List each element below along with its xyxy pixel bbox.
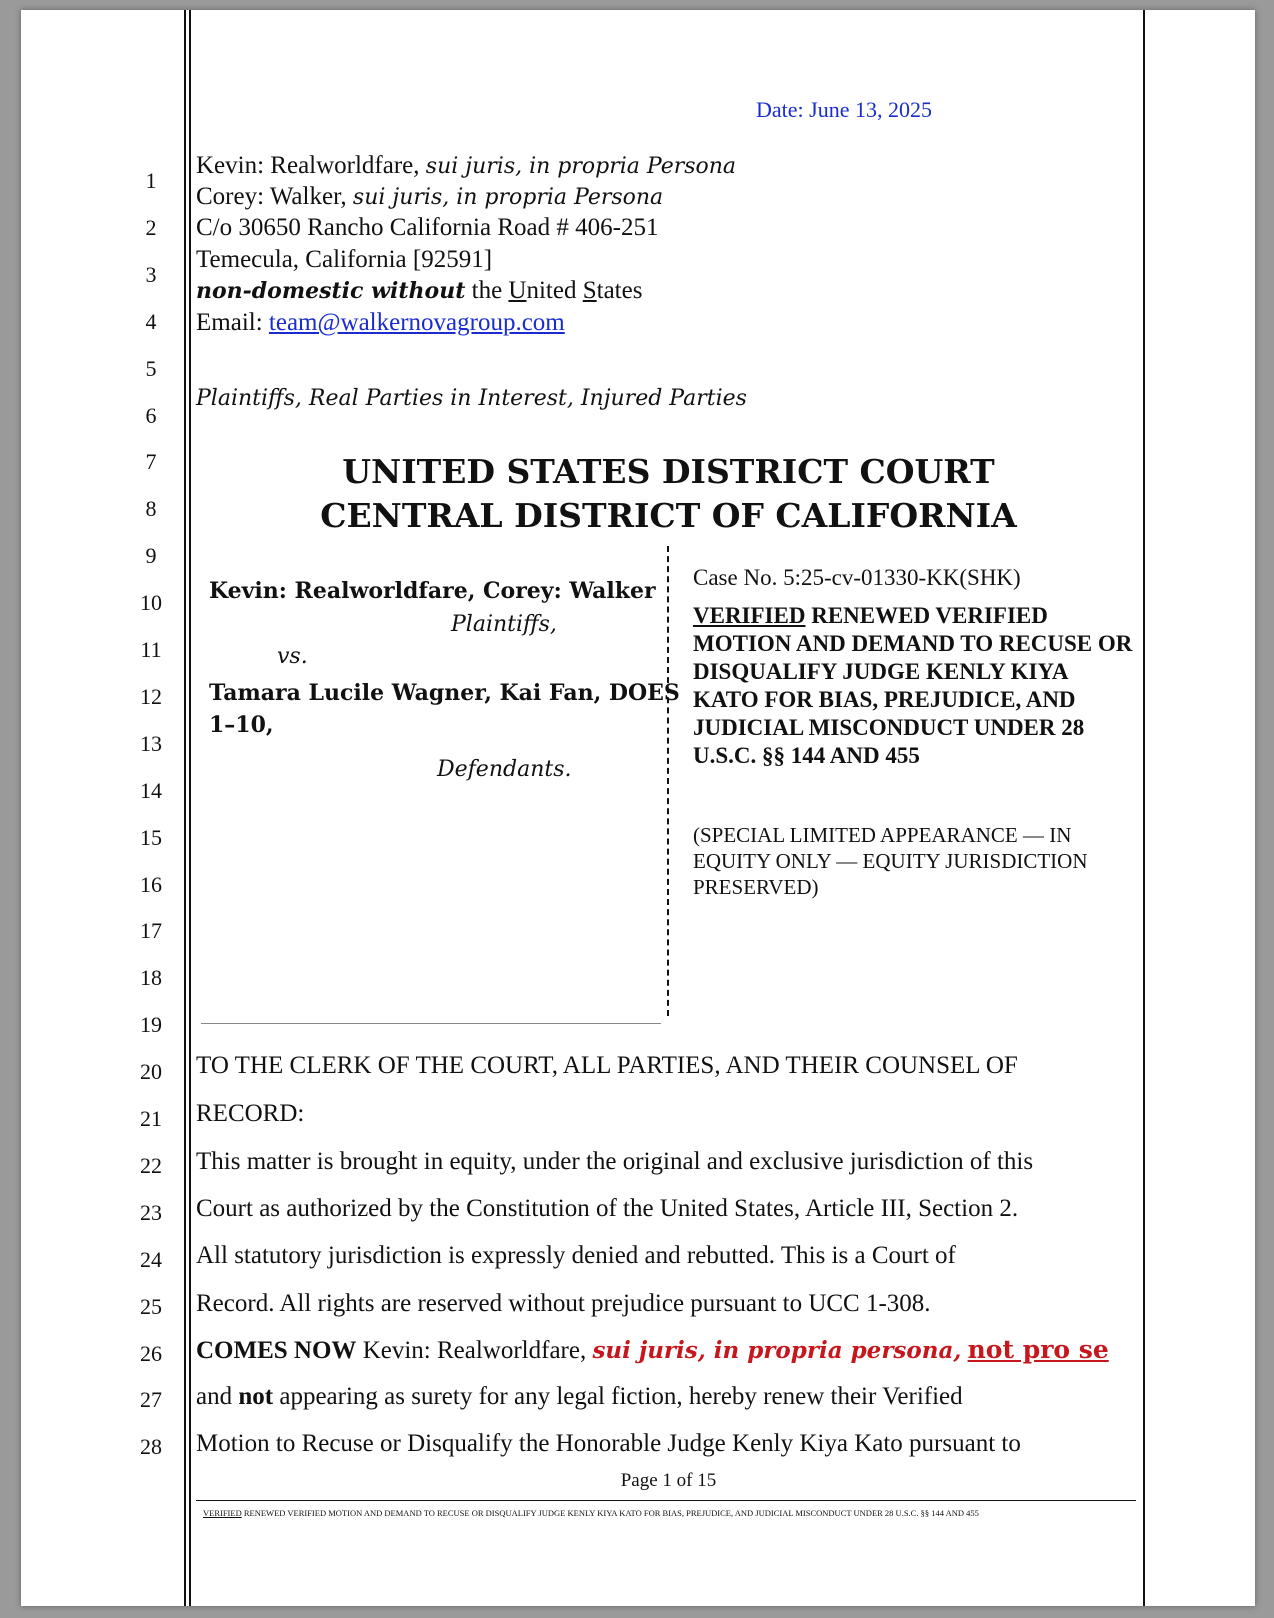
city-line: Temecula, California [92591] — [196, 246, 493, 273]
line-number: 16 — [140, 872, 162, 897]
line-number: 3 — [145, 262, 157, 287]
line-number: 1 — [145, 168, 157, 193]
email-link[interactable]: team@walkernovagroup.com — [268, 309, 565, 336]
line-number: 22 — [140, 1153, 162, 1178]
left-margin-rule-inner — [189, 10, 191, 1606]
line-number: 28 — [140, 1434, 162, 1459]
caption-divider — [667, 546, 671, 1016]
line-number: 2 — [145, 215, 157, 240]
line-number: 27 — [140, 1387, 162, 1412]
versus: vs. — [277, 644, 308, 669]
line-number: 18 — [140, 965, 162, 990]
address-line: C/o 30650 Rancho California Road # 406-251 — [196, 214, 659, 241]
defendants-names-cont: 1–10, — [209, 712, 274, 738]
body-line-20: TO THE CLERK OF THE COURT, ALL PARTIES, AND THEIR COUNSEL OF — [196, 1052, 1018, 1079]
body-line-22: This matter is brought in equity, under the original and exclusive jurisdiction of this — [196, 1148, 1034, 1175]
special-appearance: (SPECIAL LIMITED APPEARANCE — IN EQUITY ONLY — EQUITY JURISDICTION PRESERVED) — [693, 823, 1088, 899]
footer-rule — [196, 1500, 1136, 1501]
case-number: Case No. 5:25-cv-01330-KK(SHK) — [693, 565, 1021, 590]
line-number: 12 — [140, 684, 162, 709]
line-number: 26 — [140, 1341, 162, 1366]
line-number: 14 — [140, 778, 162, 803]
defendants-names: Tamara Lucile Wagner, Kai Fan, DOES — [209, 680, 680, 706]
non-domestic-line: non-domestic without the United States — [196, 277, 643, 304]
line-number: 24 — [140, 1247, 162, 1272]
line-number: 13 — [140, 731, 162, 756]
line-number: 6 — [145, 403, 157, 428]
line-number: 19 — [140, 1012, 162, 1037]
plaintiff-line-1: Kevin: Realworldfare, sui juris, in propria Persona — [196, 152, 737, 179]
body-line-26: COMES NOW Kevin: Realworldfare, sui juris, in propria persona, not pro se — [196, 1335, 1109, 1364]
body-line-24: All statutory jurisdiction is expressly denied and rebutted. This is a Court of — [196, 1242, 956, 1269]
body-line-25: Record. All rights are reserved without prejudice pursuant to UCC 1-308. — [196, 1290, 931, 1317]
line-number: 21 — [140, 1106, 162, 1131]
court-district: CENTRAL DISTRICT OF CALIFORNIA — [320, 496, 1017, 535]
line-number: 5 — [145, 356, 157, 381]
line-number: 7 — [145, 449, 157, 474]
right-margin-rule — [1143, 10, 1145, 1606]
line-number: 10 — [140, 590, 162, 615]
body-line-23: Court as authorized by the Constitution of the United States, Article III, Section 2. — [196, 1195, 1019, 1222]
line-number: 20 — [140, 1059, 162, 1084]
line-number: 11 — [140, 637, 162, 662]
line-number: 15 — [140, 825, 162, 850]
defendants-label: Defendants. — [437, 757, 572, 782]
body-line-27: and not appearing as surety for any legal fiction, hereby renew their Verified — [196, 1383, 963, 1410]
line-number: 8 — [145, 496, 157, 521]
plaintiffs-role-line: Plaintiffs, Real Parties in Interest, Injured Parties — [196, 386, 747, 411]
document-date: Date: June 13, 2025 — [756, 97, 932, 122]
page-number: Page 1 of 15 — [620, 1470, 717, 1491]
caption-bottom-rule — [201, 1023, 661, 1024]
left-margin-rule — [184, 10, 186, 1606]
motion-title: VERIFIED RENEWED VERIFIED MOTION AND DEMAND TO RECUSE OR DISQUALIFY JUDGE KENLY KIYA KATO FOR BIAS, PREJUDICE, AND JUDICIAL MISCONDUCT UNDER 28 U.S.C. §§ 144 AND 455 — [693, 603, 1133, 768]
line-number: 25 — [140, 1294, 162, 1319]
court-name: UNITED STATES DISTRICT COURT — [342, 452, 995, 491]
document-page — [21, 10, 1255, 1606]
line-number: 9 — [145, 543, 157, 568]
body-line-28: Motion to Recuse or Disqualify the Honorable Judge Kenly Kiya Kato pursuant to — [196, 1430, 1021, 1457]
body-line-21: RECORD: — [196, 1100, 305, 1127]
footer-title: VERIFIED RENEWED VERIFIED MOTION AND DEMAND TO RECUSE OR DISQUALIFY JUDGE KENLY KIYA KATO FOR BIAS, PREJUDICE, AND JUDICIAL MISCONDUCT UNDER 28 U.S.C. §§ 144 AND 455 — [203, 1508, 979, 1518]
line-number: 23 — [140, 1200, 162, 1225]
plaintiffs-label: Plaintiffs, — [451, 612, 557, 637]
line-number: 4 — [145, 309, 157, 334]
plaintiff-line-2: Corey: Walker, sui juris, in propria Persona — [196, 183, 664, 210]
line-number: 17 — [140, 918, 162, 943]
plaintiffs-names: Kevin: Realworldfare, Corey: Walker — [209, 578, 656, 604]
email-line: Email: team@walkernovagroup.com — [196, 309, 565, 336]
